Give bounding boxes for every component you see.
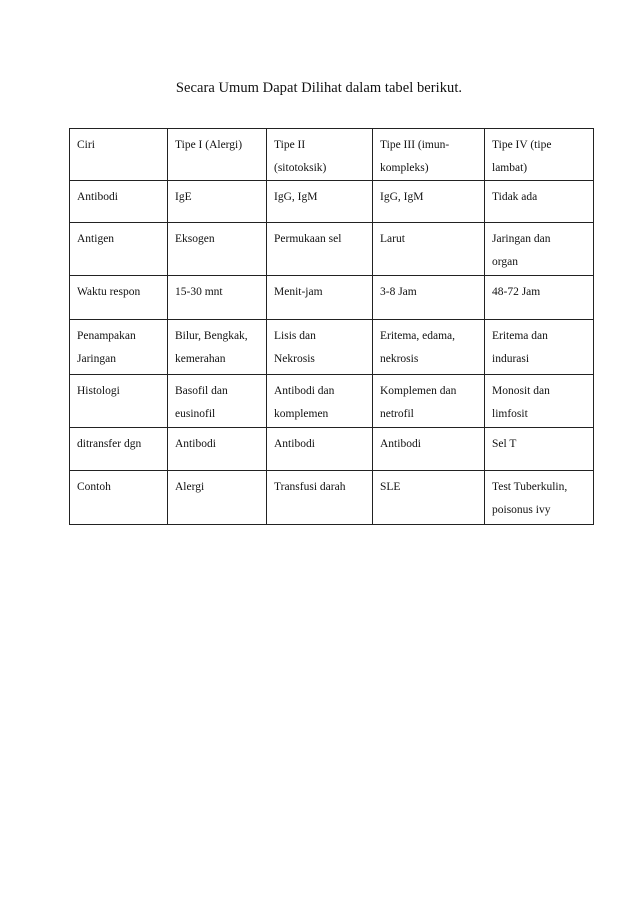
table-cell <box>168 428 267 471</box>
cell-text-line: kompleks) <box>380 162 429 174</box>
cell-text-line: Eritema dan <box>492 330 548 342</box>
cell-text-line: IgG, IgM <box>380 191 424 203</box>
table-cell <box>168 320 267 375</box>
table-header-cell <box>267 129 373 181</box>
table-row <box>70 428 594 471</box>
table-body <box>70 129 594 525</box>
table-cell <box>373 471 485 525</box>
table-row <box>70 276 594 320</box>
table-row <box>70 320 594 375</box>
cell-text-line: Antibodi <box>380 438 421 450</box>
cell-text-line: Tipe II <box>274 139 306 151</box>
cell-text-line: 15-30 mnt <box>175 286 223 298</box>
table-cell <box>485 375 594 428</box>
cell-text-line: IgE <box>175 191 192 203</box>
table-cell <box>168 181 267 223</box>
table-header-cell <box>70 129 168 181</box>
cell-text-line: Permukaan sel <box>274 233 342 245</box>
table-row <box>70 375 594 428</box>
cell-text-line: Menit-jam <box>274 286 323 298</box>
cell-text-line: eusinofil <box>175 408 216 420</box>
table-cell <box>168 276 267 320</box>
cell-text-line: Eksogen <box>175 233 215 245</box>
cell-text-line: SLE <box>380 481 401 493</box>
cell-text-line: Tidak ada <box>492 191 538 203</box>
table-cell <box>70 428 168 471</box>
cell-text-line: lambat) <box>492 162 528 174</box>
table-header-cell <box>168 129 267 181</box>
cell-text-line: Nekrosis <box>274 353 315 365</box>
cell-text-line: IgG, IgM <box>274 191 318 203</box>
table-cell <box>267 181 373 223</box>
table-cell <box>485 181 594 223</box>
table-cell <box>485 471 594 525</box>
cell-text-line: kemerahan <box>175 353 226 365</box>
cell-text-line: Penampakan <box>77 330 136 342</box>
cell-text-line: Test Tuberkulin, <box>492 481 568 493</box>
cell-text-line: Ciri <box>77 139 95 151</box>
cell-text-line: Tipe III (imun- <box>380 139 450 151</box>
table-cell <box>485 320 594 375</box>
table-cell <box>168 375 267 428</box>
cell-text-line: Tipe IV (tipe <box>492 139 552 151</box>
cell-text-line: nekrosis <box>380 353 419 365</box>
cell-text-line: Sel T <box>492 438 517 450</box>
cell-text-line: limfosit <box>492 408 528 420</box>
table-cell <box>70 375 168 428</box>
table-cell <box>267 375 373 428</box>
table-cell <box>168 471 267 525</box>
cell-text-line: Antibodi <box>274 438 315 450</box>
page-title: Secara Umum Dapat Dilihat dalam tabel berikut. <box>175 80 463 96</box>
table-cell <box>70 276 168 320</box>
cell-text-line: 48-72 Jam <box>492 286 541 298</box>
table-cell <box>267 223 373 276</box>
cell-text-line: Antibodi <box>77 191 118 203</box>
cell-text-line: Contoh <box>77 481 111 493</box>
cell-text-line: Antibodi dan <box>274 385 335 397</box>
cell-text-line: Transfusi darah <box>274 481 346 493</box>
table-row <box>70 181 594 223</box>
cell-text-line: Basofil dan <box>175 385 228 397</box>
table-cell <box>373 276 485 320</box>
cell-text-line: Alergi <box>175 481 205 493</box>
table-cell <box>485 223 594 276</box>
hypersensitivity-table <box>69 128 594 525</box>
cell-text-line: Antigen <box>77 233 115 245</box>
table-header-cell <box>373 129 485 181</box>
cell-text-line: Komplemen dan <box>380 385 457 397</box>
cell-text-line: indurasi <box>492 353 530 365</box>
cell-text-line: Monosit dan <box>492 385 550 397</box>
cell-text-line: organ <box>492 256 518 268</box>
table-cell <box>373 375 485 428</box>
table-cell <box>373 320 485 375</box>
cell-text-line: komplemen <box>274 408 329 420</box>
cell-text-line: Larut <box>380 233 405 245</box>
table-cell <box>70 223 168 276</box>
cell-text-line: Antibodi <box>175 438 216 450</box>
table-cell <box>373 428 485 471</box>
table-cell <box>70 471 168 525</box>
table-row <box>70 223 594 276</box>
cell-text-line: Bilur, Bengkak, <box>175 330 248 342</box>
table-cell <box>373 181 485 223</box>
table-cell <box>70 181 168 223</box>
cell-text-line: Lisis dan <box>274 330 316 342</box>
cell-text-line: Histologi <box>77 385 120 397</box>
table-header-cell <box>485 129 594 181</box>
cell-text-line: Tipe I (Alergi) <box>175 139 243 151</box>
cell-text-line: Jaringan <box>77 353 116 365</box>
cell-text-line: ditransfer dgn <box>77 438 142 450</box>
table-cell <box>485 428 594 471</box>
cell-text-line: Eritema, edama, <box>380 330 456 342</box>
cell-text-line: poisonus ivy <box>492 504 551 516</box>
table-cell <box>168 223 267 276</box>
cell-text-line: Waktu respon <box>77 286 141 298</box>
table-cell <box>267 471 373 525</box>
cell-text-line: netrofil <box>380 408 414 420</box>
cell-text-line: Jaringan dan <box>492 233 551 245</box>
table-cell <box>267 320 373 375</box>
table-cell <box>373 223 485 276</box>
table-cell <box>485 276 594 320</box>
cell-text-line: 3-8 Jam <box>380 286 417 298</box>
table-row <box>70 471 594 525</box>
cell-text-line: (sitotoksik) <box>274 162 327 174</box>
table-header-row <box>70 129 594 181</box>
table-cell <box>267 428 373 471</box>
table-cell <box>267 276 373 320</box>
table-cell <box>70 320 168 375</box>
